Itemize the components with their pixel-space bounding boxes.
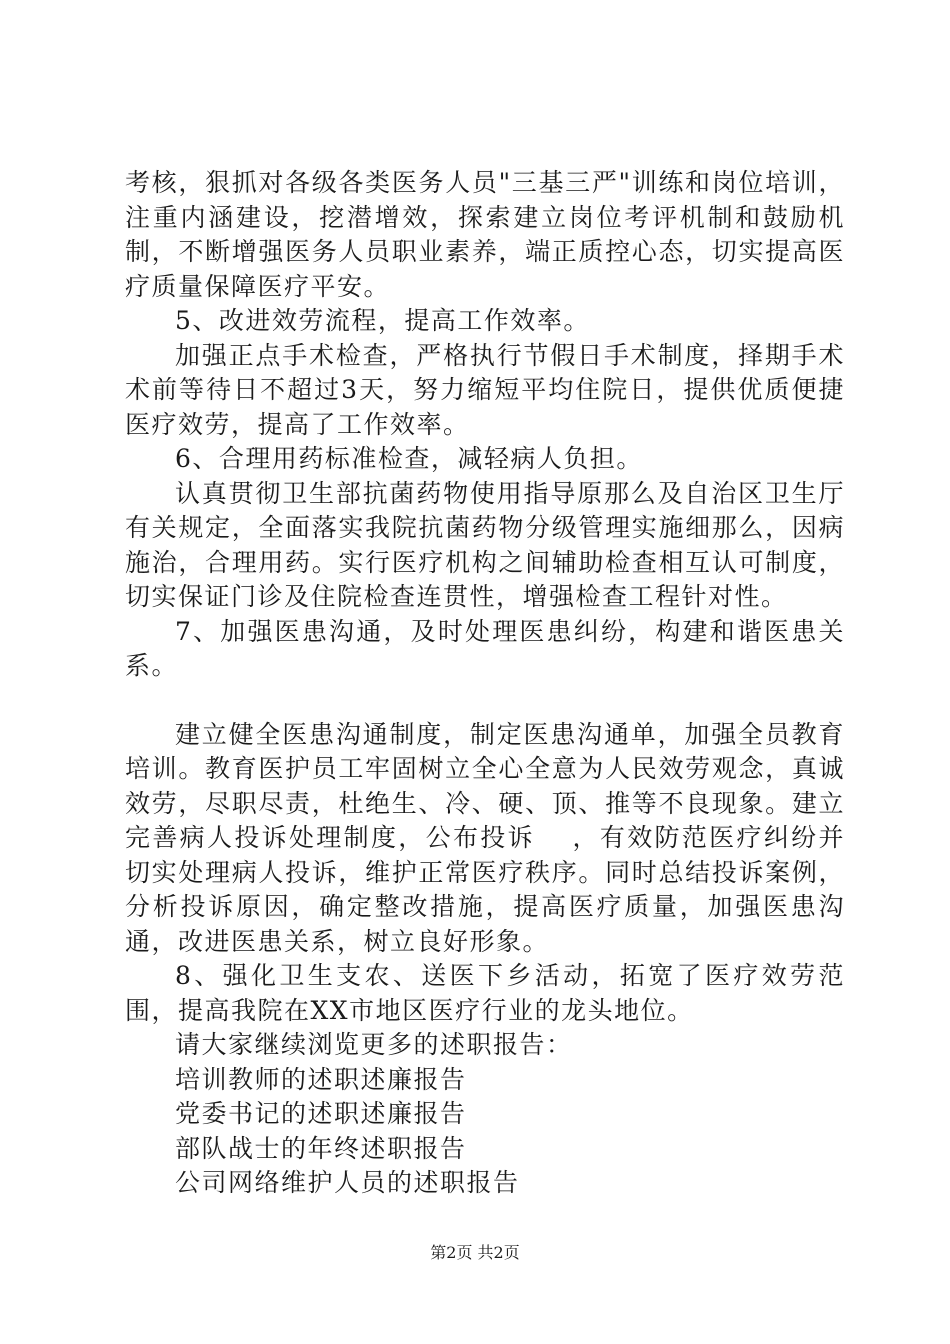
related-link[interactable]: 党委书记的述职述廉报告 [175,1099,467,1128]
section-heading-6: 6、合理用药标准检查，减轻病人负担。 [175,444,643,473]
related-link[interactable]: 培训教师的述职述廉报告 [175,1064,467,1094]
section-heading-5: 5、改进效劳流程，提高工作效率。 [175,306,590,335]
related-link[interactable]: 部队战士的年终述职报告 [175,1133,467,1163]
document-body [125,166,845,1201]
section-heading-7: 7、加强医患沟通，及时处理医患纠纷，构建和谐医患关系。 [125,616,845,680]
related-link[interactable]: 公司网络维护人员的述职报告 [175,1168,520,1197]
page-footer: 第2页 共2页 [430,1243,520,1262]
paragraph-surgery: 加强正点手术检查，严格执行节假日手术制度，择期手术术前等待日不超过3天，努力缩短平均住院日，提供优质便捷医疗效劳，提高了工作效率。 [125,340,845,439]
paragraph-medication: 认真贯彻卫生部抗菌药物使用指导原那么及自治区卫生厅有关规定，全面落实我院抗菌药物分级管理实施细那么，因病施治，合理用药。实行医疗机构之间辅助检查相互认可制度，切实保证门诊及住院检查连贯性，增强检查工程针对性。 [125,478,845,611]
paragraph-continuation: 考核，狠抓对各级各类医务人员"三基三严"训练和岗位培训，注重内涵建设，挖潜增效，探索建立岗位考评机制和鼓励机制，不断增强医务人员职业素养，端正质控心态，切实提高医疗质量保障医疗平安。 [125,168,845,301]
section-heading-8: 8、强化卫生支农、送医下乡活动，拓宽了医疗效劳范围，提高我院在XX市地区医疗行业的龙头地位。 [125,961,845,1025]
paragraph-communication: 建立健全医患沟通制度，制定医患沟通单，加强全员教育培训。教育医护员工牢固树立全心全意为人民效劳观念，真诚效劳，尽职尽责，杜绝生、冷、硬、顶、推等不良现象。建立完善病人投诉处理制度，公布投诉 ，有效防范医疗纠纷并切实处理病人投诉，维护正常医疗秩序。同时总结投诉案例，分析投诉原因，确定整改措施，提高医疗质量，加强医患沟通，改进医患关系，树立良好形象。 [125,719,845,956]
related-intro: 请大家继续浏览更多的述职报告： [175,1030,573,1059]
